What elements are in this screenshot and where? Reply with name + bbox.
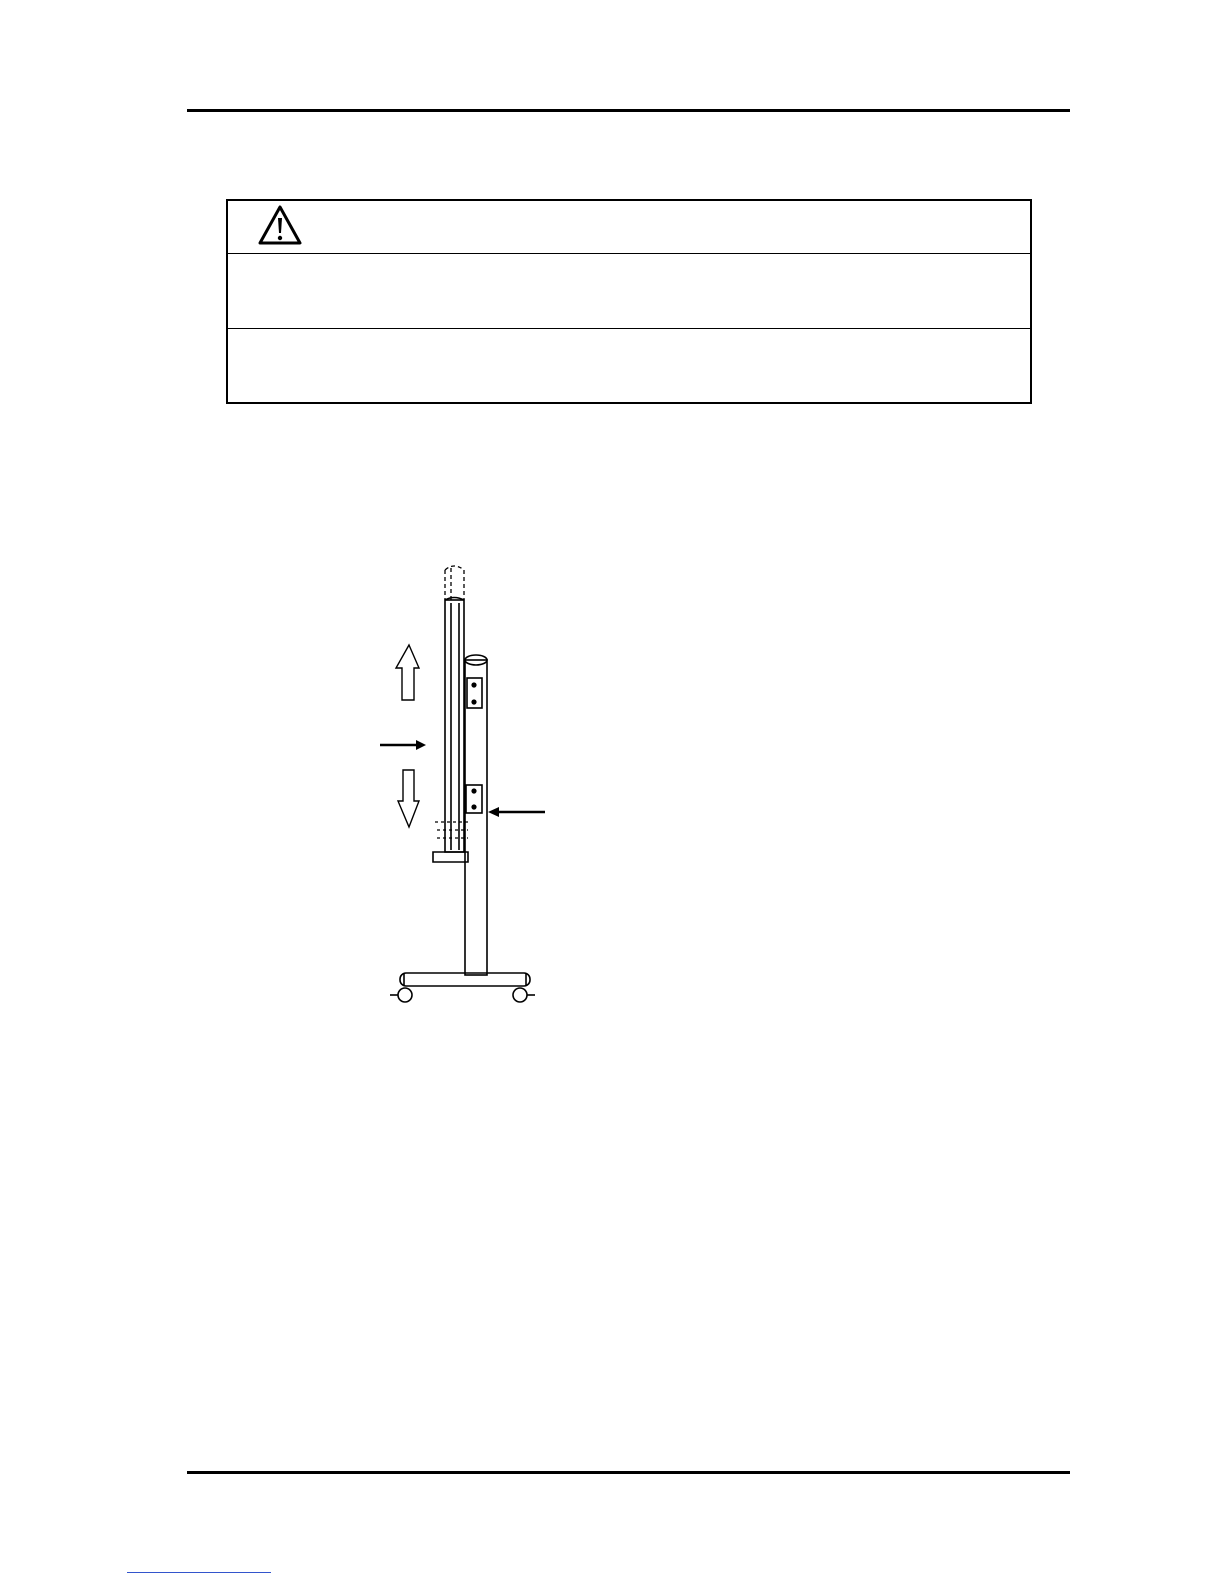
caution-box xyxy=(226,199,1032,404)
stand-figure xyxy=(370,560,560,1015)
caster-right xyxy=(513,988,535,1002)
upper-bracket xyxy=(467,678,482,708)
lower-bracket xyxy=(466,785,482,813)
arrow-to-panel-icon xyxy=(380,740,426,750)
header-rule xyxy=(187,109,1070,112)
arrow-to-bracket-icon xyxy=(488,807,545,817)
caution-row-2 xyxy=(228,329,1030,404)
footer-rule xyxy=(187,1471,1070,1474)
up-arrow-icon xyxy=(396,645,419,700)
caution-header xyxy=(228,201,1030,254)
caution-row-1 xyxy=(228,254,1030,329)
display-panel xyxy=(445,598,464,853)
down-arrow-icon xyxy=(398,770,419,827)
warning-triangle-icon xyxy=(257,204,303,246)
caster-left xyxy=(390,988,412,1002)
panel-raised-outline xyxy=(445,566,464,600)
footer-link-underline[interactable] xyxy=(127,1572,271,1573)
